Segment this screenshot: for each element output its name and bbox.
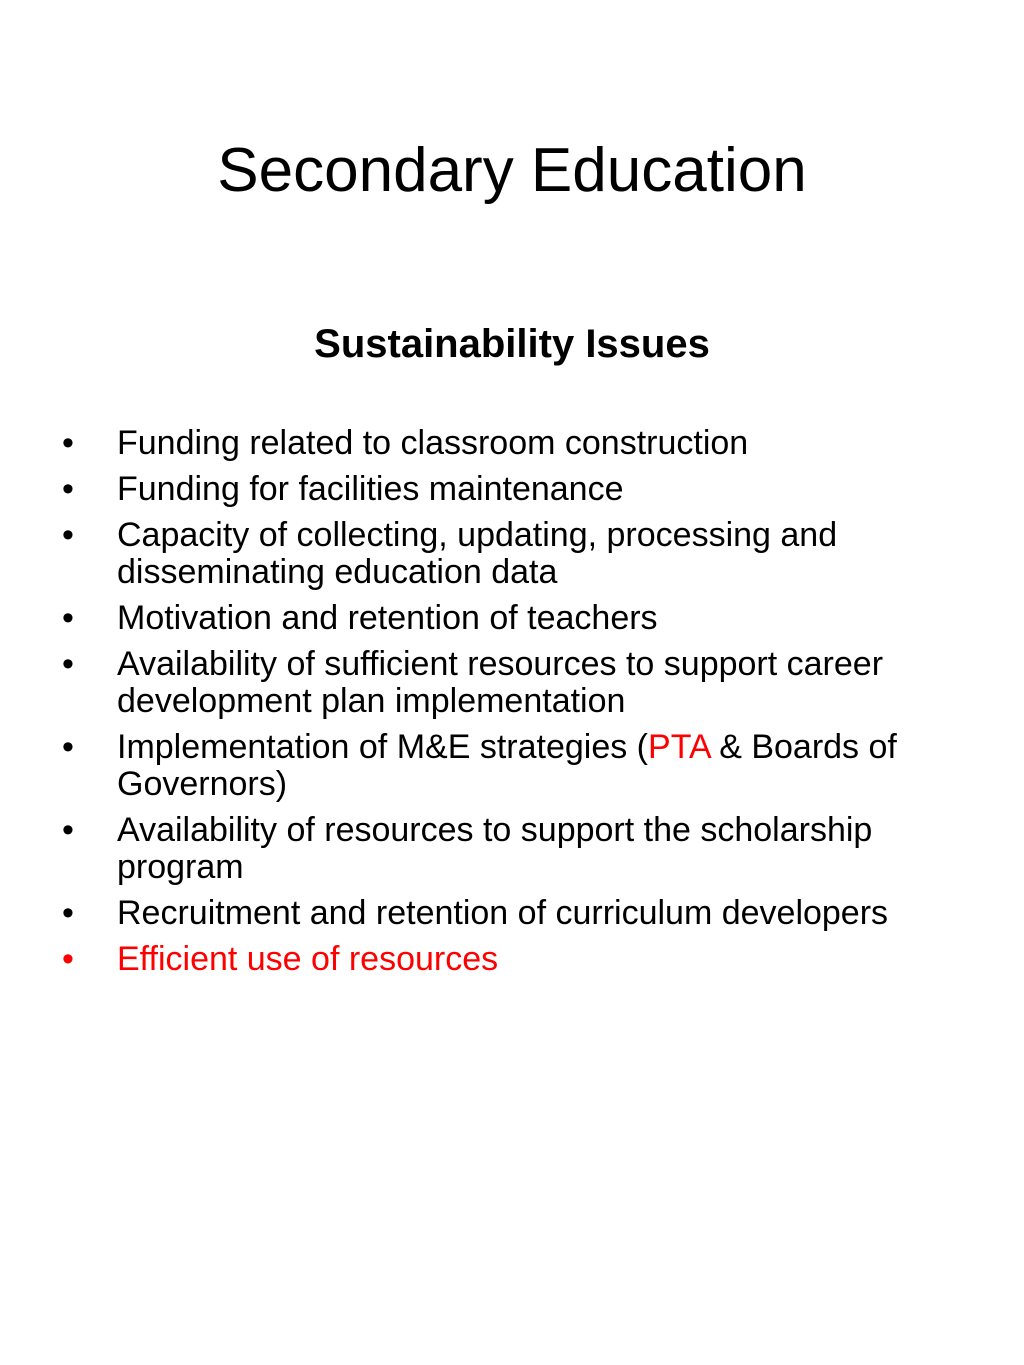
slide-subtitle: Sustainability Issues: [314, 322, 710, 366]
bullet-text: Funding for facilities maintenance: [117, 470, 624, 508]
bullet-text: Efficient use of resources: [117, 940, 499, 978]
bullet-text: Funding related to classroom construction: [117, 424, 749, 462]
bullet-icon: •: [62, 728, 74, 766]
bullet-item: [62, 600, 982, 637]
bullet-text: [117, 728, 897, 803]
bullet-item: [62, 646, 982, 720]
bullet-icon: •: [62, 599, 74, 637]
bullet-text-end: & Boards of Governors): [117, 728, 897, 803]
bullet-text: Capacity of collecting, updating, processing and disseminating education data: [117, 516, 838, 591]
bullet-text: Availability of sufficient resources to support career development plan implementation: [117, 645, 884, 720]
bullet-icon: •: [62, 424, 74, 462]
bullet-icon: •: [62, 811, 74, 849]
bullet-text: Availability of resources to support the scholarship program: [117, 811, 873, 886]
bullet-icon: •: [62, 894, 74, 932]
bullet-icon: •: [62, 645, 74, 683]
bullet-item: [62, 729, 982, 803]
bullet-item: [62, 895, 982, 932]
bullet-item: [62, 812, 982, 886]
bullet-icon: •: [62, 940, 74, 978]
bullet-item-highlighted: [62, 941, 982, 978]
bullet-item: [62, 425, 982, 462]
bullet-text-start: Implementation of M&E strategies (: [117, 728, 649, 766]
bullet-text: Recruitment and retention of curriculum developers: [117, 894, 889, 932]
bullet-icon: •: [62, 516, 74, 554]
bullet-item: [62, 471, 982, 508]
slide-title: Secondary Education: [217, 136, 807, 205]
bullet-list: [62, 425, 982, 987]
highlighted-term: PTA: [648, 728, 710, 766]
bullet-icon: •: [62, 470, 74, 508]
bullet-item: [62, 517, 982, 591]
bullet-text: Motivation and retention of teachers: [117, 599, 658, 637]
